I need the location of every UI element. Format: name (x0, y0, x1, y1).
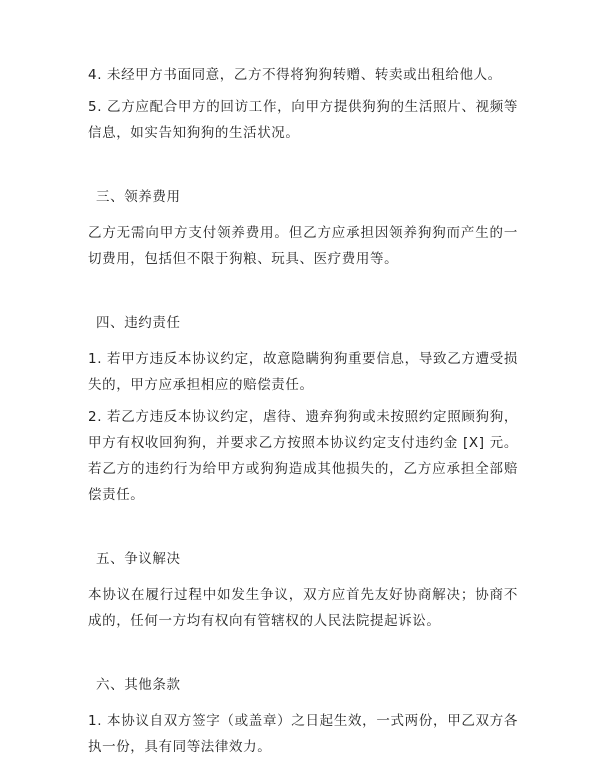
document-body (88, 62, 518, 766)
clause-5: 5. 乙方应配合甲方的回访工作，向甲方提供狗狗的生活照片、视频等信息，如实告知狗狗的生活状况。 (88, 99, 518, 141)
liability-clause-1: 1. 若甲方违反本协议约定，故意隐瞒狗狗重要信息，导致乙方遭受损失的，甲方应承担相应的赔偿责任。 (88, 351, 518, 393)
section-heading-other: 六、其他条款 (96, 677, 181, 693)
other-clause-1: 1. 本协议自双方签字（或盖章）之日起生效，一式两份，甲乙双方各执一份，具有同等法律效力。 (88, 713, 518, 755)
clause-4: 4. 未经甲方书面同意，乙方不得将狗狗转赠、转卖或出租给他人。 (88, 67, 502, 83)
dispute-body: 本协议在履行过程中如发生争议，双方应首先友好协商解决；协商不成的，任何一方均有权向有管辖权的人民法院提起诉讼。 (88, 587, 518, 629)
liability-clause-2: 2. 若乙方违反本协议约定，虐待、遗弃狗狗或未按照约定照顾狗狗，甲方有权收回狗狗，并要求乙方按照本协议约定支付违约金 [X] 元。若乙方的违约行为给甲方或狗狗造成其他损失的，乙方应承担全部赔偿责任。 (88, 409, 518, 503)
section-heading-fees: 三、领养费用 (96, 189, 181, 205)
fees-body: 乙方无需向甲方支付领养费用。但乙方应承担因领养狗狗而产生的一切费用，包括但不限于狗粮、玩具、医疗费用等。 (88, 225, 518, 267)
section-heading-dispute: 五、争议解决 (96, 551, 181, 567)
section-heading-liability: 四、违约责任 (96, 315, 181, 331)
